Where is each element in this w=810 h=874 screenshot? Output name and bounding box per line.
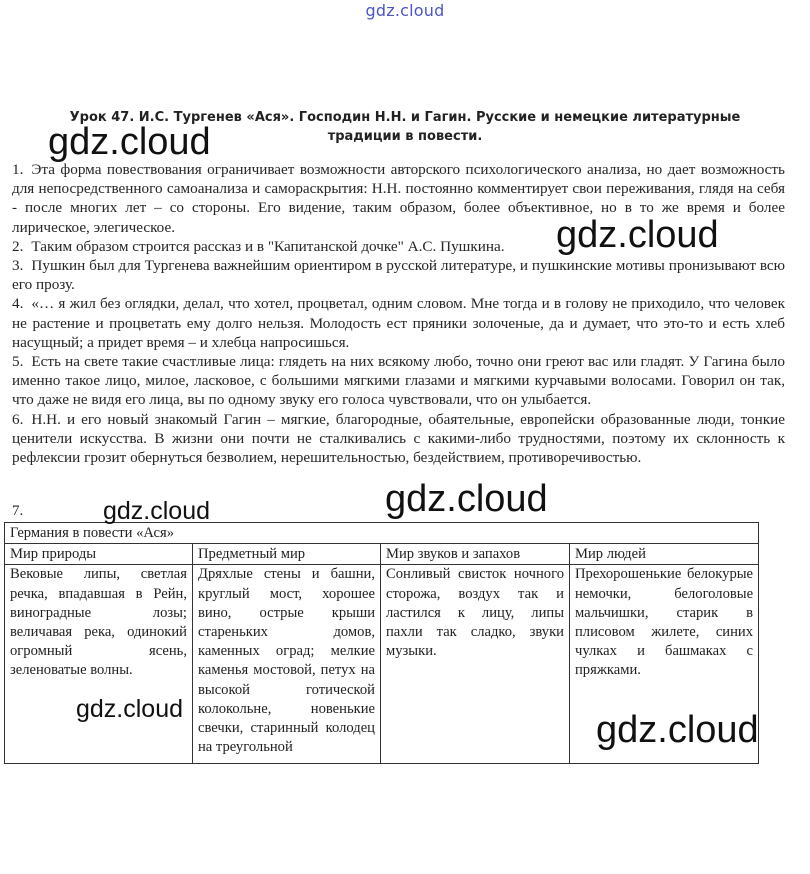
column-header-objects: Предметный мир <box>193 544 381 565</box>
answer-number: 3. <box>12 257 24 275</box>
answer-text: Пушкин был для Тургенева важнейшим ориентиром в русской литературе, и пушкинские мотивы пронизывают всю его прозу. <box>12 257 785 294</box>
watermark-logo: gdz.cloud <box>76 695 184 723</box>
watermark-logo: gdz.cloud <box>385 478 548 520</box>
top-watermark: gdz.cloud <box>365 1 445 20</box>
cell-objects: Дряхлые стены и башни, круглый мост, хорошее вино, острые крыши стареньких домов, каменных оград; мелкие каменья мостовой, петух на высокой готической колокольне, новенькие свечки, старинный колодец на треугольной <box>193 565 381 764</box>
cell-people: Прехорошенькие белокурые немочки, белоголовые мальчишки, старик в плисовом жилете, синих чулках и башмаках с пряжками. <box>570 565 759 764</box>
answer-text: Н.Н. и его новый знакомый Гагин – мягкие, благородные, обаятельные, европейски образованные люди, тонкие ценители искусства. В жизни они почти не сталкивались с какими-либо трудностями, поэтому их склонность к рефлексии грозит обернуться безволием, нерешительностью, бездействием, противоречивостью. <box>12 410 785 467</box>
cell-nature: Вековые липы, светлая речка, впадавшая в Рейн, виноградные лозы; величавая река, одинокий огромный ясень, зеленоватые волны. <box>5 565 193 764</box>
watermark-logo: gdz.cloud <box>103 497 211 525</box>
answer-number: 4. <box>12 295 24 313</box>
answer-text: «… я жил без оглядки, делал, что хотел, процветал, одним словом. Мне тогда и в голову не приходило, что человек не растение и процветать ему долго нельзя. Молодость ест пряники золоченые, да и думает, что это-то и есть хлеб насущный; а придет время – и хлебца напросишься. <box>12 295 785 351</box>
answer-number: 2. <box>12 237 24 255</box>
answer-number: 5. <box>12 353 24 371</box>
answer-3 <box>12 256 785 294</box>
answer-text: Эта форма повествования ограничивает возможности авторского психологического анализа, но дает возможность для непосредственного самоанализа и самораскрытия: Н.Н. постоянно комментирует свои переживания, глядя на себя - после многих лет – со стороны. Его видение, таким образом, более объективное, но в то же время и более лирическое, элегическое. <box>12 161 785 236</box>
answer-7-number: 7. <box>12 503 24 519</box>
lesson-title: Урок 47. И.С. Тургенев «Ася». Господин Н.Н. и Гагин. Русские и немецкие литературные традиции в повести. <box>69 110 741 144</box>
column-header-people: Мир людей <box>570 544 759 565</box>
table-header-row <box>5 544 759 565</box>
answer-6 <box>12 410 785 468</box>
watermark-logo: gdz.cloud <box>556 214 719 256</box>
answer-number: 1. <box>12 161 24 178</box>
column-header-nature: Мир природы <box>5 544 193 565</box>
table-caption: Германия в повести «Ася» <box>5 523 759 544</box>
watermark-logo: gdz.cloud <box>596 709 759 751</box>
cell-sounds: Сонливый свисток ночного сторожа, воздух так и ластился к лицу, липы пахли так сладко, звуки музыки. <box>381 565 570 764</box>
answer-text: Таким образом строится рассказ и в "Капитанской дочке" А.С. Пушкина. <box>31 237 505 255</box>
answer-5 <box>12 352 785 410</box>
watermark-logo: gdz.cloud <box>48 121 211 163</box>
answer-text: Есть на свете такие счастливые лица: глядеть на них всякому любо, точно они греют вас или гладят. У Гагина было именно такое лицо, милое, ласковое, с большими мягкими глазами и мягкими курчавыми волосами. Говорил он так, что даже не видя его лица, вы по одному звуку его голоса чувствовали, что он улыбается. <box>12 353 785 409</box>
answer-4 <box>12 294 785 352</box>
answer-number: 6. <box>12 410 24 428</box>
column-header-sounds: Мир звуков и запахов <box>381 544 570 565</box>
answers-list <box>12 160 785 467</box>
